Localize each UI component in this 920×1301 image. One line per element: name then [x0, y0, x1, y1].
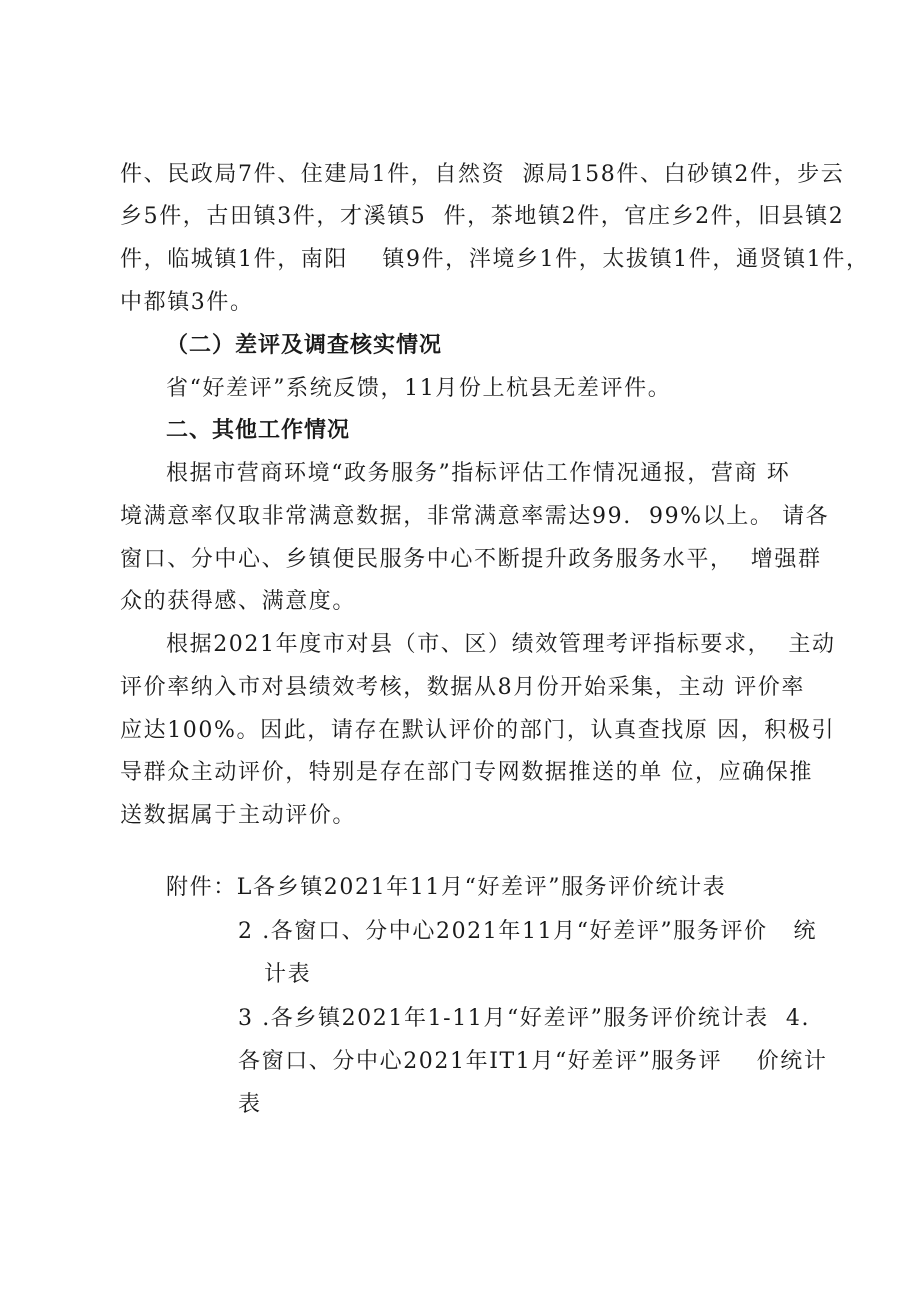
attachment-4-cont: 表	[238, 1092, 262, 1117]
attachment-2: 2 .各窗口、分中心2021年11月“好差评”服务评价 统	[238, 919, 818, 944]
intro-line-4: 中都镇3件。	[120, 290, 254, 315]
attachment-4: 各窗口、分中心2021年IT1月“好差评”服务评 价统计	[238, 1049, 828, 1074]
attachment-1: 附件：L各乡镇2021年11月“好差评”服务评价统计表	[166, 875, 727, 900]
evaluation-line-1: 根据2021年度市对县（市、区）绩效管理考评指标要求， 主动	[166, 632, 836, 657]
attachment-2-cont: 计表	[264, 962, 312, 987]
satisfaction-line-3: 窗口、分中心、乡镇便民服务中心不断提升政务服务水平， 增强群	[120, 547, 822, 572]
section-2-heading: （二）差评及调查核实情况	[166, 333, 443, 358]
intro-line-3: 件，临城镇1件，南阳 镇9件，泮境乡1件，太拔镇1件，通贤镇1件，	[120, 247, 870, 272]
evaluation-line-4: 导群众主动评价，特别是存在部门专网数据推送的单 位，应确保推	[120, 760, 813, 785]
attachment-3: 3 .各乡镇2021年1-11月“好差评”服务评价统计表 4.	[238, 1006, 811, 1031]
intro-line-2: 乡5件，古田镇3件，才溪镇5 件，茶地镇2件，官庄乡2件，旧县镇2	[120, 204, 845, 229]
evaluation-line-2: 评价率纳入市对县绩效考核，数据从8月份开始采集，主动 评价率	[120, 675, 805, 700]
satisfaction-line-2: 境满意率仅取非常满意数据，非常满意率需达99. 99%以上。 请各	[120, 504, 830, 529]
section-2-body: 省“好差评”系统反馈，11月份上杭县无差评件。	[166, 376, 672, 401]
evaluation-line-5: 送数据属于主动评价。	[120, 803, 357, 828]
part-2-heading: 二、其他工作情况	[166, 418, 351, 443]
satisfaction-line-4: 众的获得感、满意度。	[120, 589, 357, 614]
satisfaction-line-1: 根据市营商环境“政务服务”指标评估工作情况通报，营商 环	[166, 461, 791, 486]
intro-line-1: 件、民政局7件、住建局1件，自然资 源局158件、白砂镇2件，步云	[120, 162, 845, 187]
evaluation-line-3: 应达100%。因此，请存在默认评价的部门，认真查找原 因，积极引	[120, 718, 836, 743]
